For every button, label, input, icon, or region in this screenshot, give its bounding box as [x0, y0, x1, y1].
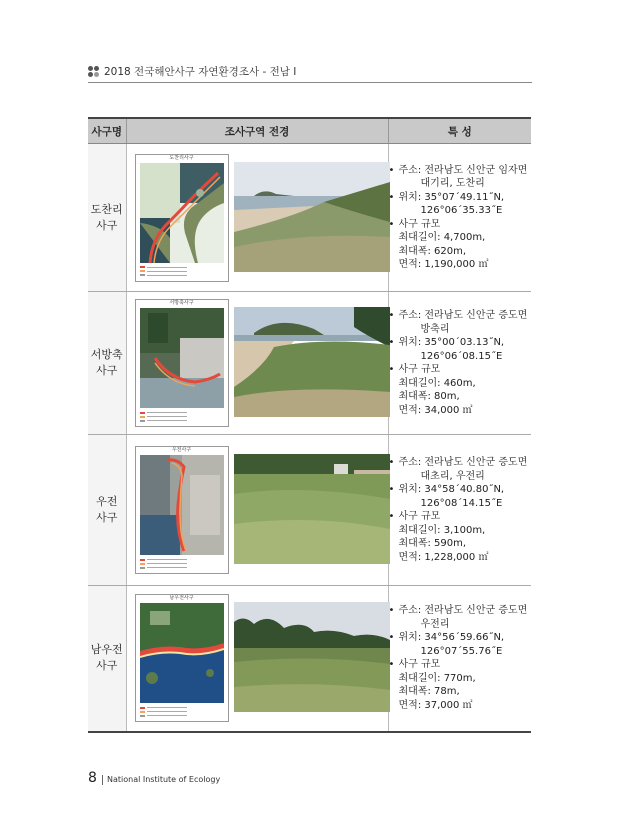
dune-name: 우전 [96, 495, 118, 508]
table-row [88, 435, 531, 586]
feature-location: • 위치: 34°56´59.66˝N, 126°07´55.76˝E [388, 632, 505, 657]
feature-address: • 주소: 전라남도 신안군 임자면 대기리, 도찬리 [388, 164, 528, 189]
header-title: 2018 전국해안사구 자연환경조사 - 전남 I [104, 66, 297, 78]
feature-scale: • 사구 규모 [388, 218, 441, 230]
feature-dimensions: 최대길이: 4,700m, 최대폭: 620m, 면적: 1,190,000 ㎡ [398, 232, 489, 270]
feature-location: • 위치: 35°07´49.11˝N, 126°06´35.33˝E [388, 191, 505, 216]
dune-name-suffix: 사구 [96, 511, 118, 524]
dune-name: 도찬리 [90, 202, 123, 216]
map-legend [140, 410, 224, 424]
map-legend [140, 265, 224, 279]
map-legend [140, 705, 224, 719]
map-legend [140, 557, 224, 571]
feature-location: • 위치: 34°58´40.80˝N, 126°08´14.15˝E [388, 484, 505, 509]
map-title: 서방축사구 [169, 300, 194, 306]
page-header [88, 62, 532, 82]
location-map [135, 594, 229, 722]
view-cell [126, 292, 388, 435]
map-title: 남우전사구 [169, 595, 194, 602]
col-header-name: 사구명 [88, 118, 126, 144]
aerial-map-image [140, 455, 224, 555]
footer-divider [102, 775, 103, 785]
feature-address: • 주소: 전라남도 신안군 증도면 대초리, 우전리 [388, 457, 528, 482]
dune-name-suffix: 사구 [96, 659, 118, 673]
dune-name-cell [88, 144, 126, 292]
table-header-row [88, 118, 531, 144]
feature-dimensions: 최대길이: 460m, 최대폭: 80m, 면적: 34,000 ㎡ [398, 377, 476, 416]
aerial-map-image [140, 163, 224, 263]
site-photo [234, 307, 390, 417]
dune-survey-table [88, 117, 531, 733]
map-title: 도찬리사구 [169, 154, 194, 161]
feature-scale: • 사구 규모 [388, 364, 441, 375]
view-cell [126, 586, 388, 732]
page-number: 8 [88, 770, 97, 786]
dune-name: 서방축 [90, 348, 123, 361]
col-header-features: 특 성 [388, 118, 531, 144]
view-cell [126, 435, 388, 586]
features-cell [388, 435, 531, 586]
feature-location: • 위치: 35°00´03.13˝N, 126°06´08.15˝E [388, 337, 505, 362]
dune-name-cell [88, 586, 126, 732]
col-header-view: 조사구역 전경 [126, 118, 388, 144]
features-cell [388, 292, 531, 435]
feature-dimensions: 최대길이: 770m, 최대폭: 78m, 면적: 37,000 ㎡ [398, 672, 476, 711]
location-map [135, 299, 229, 427]
feature-scale: • 사구 규모 [388, 511, 441, 522]
features-cell [388, 144, 531, 292]
site-photo [234, 454, 390, 564]
dune-name-suffix: 사구 [96, 218, 118, 232]
header-dots-icon [88, 66, 100, 78]
footer-organization: National Institute of Ecology [107, 775, 221, 784]
dune-name-cell [88, 435, 126, 586]
table-row [88, 586, 531, 732]
aerial-map-image [140, 308, 224, 408]
view-cell [126, 144, 388, 292]
header-divider [88, 82, 532, 83]
feature-scale: • 사구 규모 [388, 659, 441, 671]
location-map [135, 154, 229, 282]
feature-address: • 주소: 전라남도 신안군 증도면 방축리 [388, 310, 528, 335]
site-photo [234, 162, 390, 272]
table-row [88, 292, 531, 435]
dune-name: 남우전 [90, 643, 123, 657]
dune-name-cell [88, 292, 126, 435]
feature-dimensions: 최대길이: 3,100m, 최대폭: 590m, 면적: 1,228,000 ㎡ [398, 524, 489, 563]
feature-address: • 주소: 전라남도 신안군 증도면 우전리 [388, 605, 528, 630]
dune-name-suffix: 사구 [96, 364, 118, 377]
features-cell [388, 586, 531, 732]
location-map [135, 446, 229, 574]
map-title: 우전사구 [171, 447, 192, 453]
table-row [88, 144, 531, 292]
site-photo [234, 602, 390, 712]
aerial-map-image [140, 603, 224, 703]
